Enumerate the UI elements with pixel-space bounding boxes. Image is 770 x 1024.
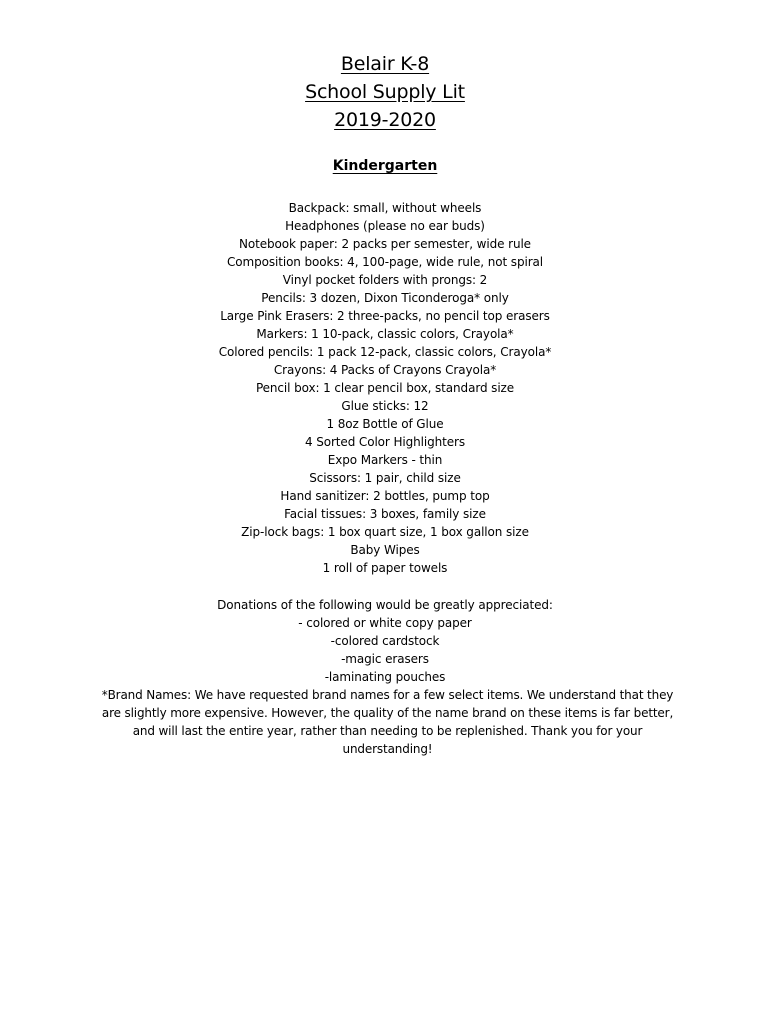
supply-item: Scissors: 1 pair, child size xyxy=(309,471,461,485)
supply-item: Headphones (please no ear buds) xyxy=(285,219,485,233)
supply-item: Baby Wipes xyxy=(350,543,420,557)
supply-item: 1 8oz Bottle of Glue xyxy=(326,417,444,431)
supply-item: Expo Markers - thin xyxy=(327,453,443,467)
donation-item: -colored cardstock xyxy=(330,634,440,648)
donations-heading: Donations of the following would be greatly appreciated: xyxy=(217,598,553,612)
school-name: Belair K-8 xyxy=(340,53,430,75)
donation-item: -magic erasers xyxy=(341,652,429,666)
supply-item: 1 roll of paper towels xyxy=(322,561,448,575)
document-title: School Supply Lit xyxy=(305,81,465,103)
supply-item: 4 Sorted Color Highlighters xyxy=(304,435,466,449)
brand-names-note: *Brand Names: We have requested brand names for a few select items. We understand that they are slightly more expensive. However, the quality of the name brand on these items is far better, and will last the entire year, rather than needing to be replenished. Thank you for your understanding! xyxy=(101,688,674,756)
supply-list xyxy=(0,199,770,577)
supply-item: Glue sticks: 12 xyxy=(341,399,429,413)
supply-item: Pencil box: 1 clear pencil box, standard size xyxy=(255,381,515,395)
school-year: 2019-2020 xyxy=(334,109,436,131)
supply-item: Facial tissues: 3 boxes, family size xyxy=(284,507,486,521)
supply-item: Zip-lock bags: 1 box quart size, 1 box gallon size xyxy=(241,525,529,539)
donation-item: -laminating pouches xyxy=(324,670,446,684)
supply-item: Markers: 1 10-pack, classic colors, Crayola* xyxy=(256,327,514,341)
grade-heading: Kindergarten xyxy=(332,158,438,174)
supply-item: Composition books: 4, 100-page, wide rule, not spiral xyxy=(226,255,544,269)
supply-item: Crayons: 4 Packs of Crayons Crayola* xyxy=(273,363,497,377)
supply-item: Notebook paper: 2 packs per semester, wide rule xyxy=(239,237,531,251)
donation-item: - colored or white copy paper xyxy=(298,616,472,630)
title-block xyxy=(0,50,770,134)
supply-item: Backpack: small, without wheels xyxy=(288,201,482,215)
supply-item: Colored pencils: 1 pack 12-pack, classic colors, Crayola* xyxy=(218,345,552,359)
supply-item: Pencils: 3 dozen, Dixon Ticonderoga* only xyxy=(261,291,509,305)
supply-item: Large Pink Erasers: 2 three-packs, no pencil top erasers xyxy=(220,309,550,323)
donations-list xyxy=(0,614,770,686)
supply-item: Hand sanitizer: 2 bottles, pump top xyxy=(280,489,490,503)
supply-item: Vinyl pocket folders with prongs: 2 xyxy=(282,273,488,287)
